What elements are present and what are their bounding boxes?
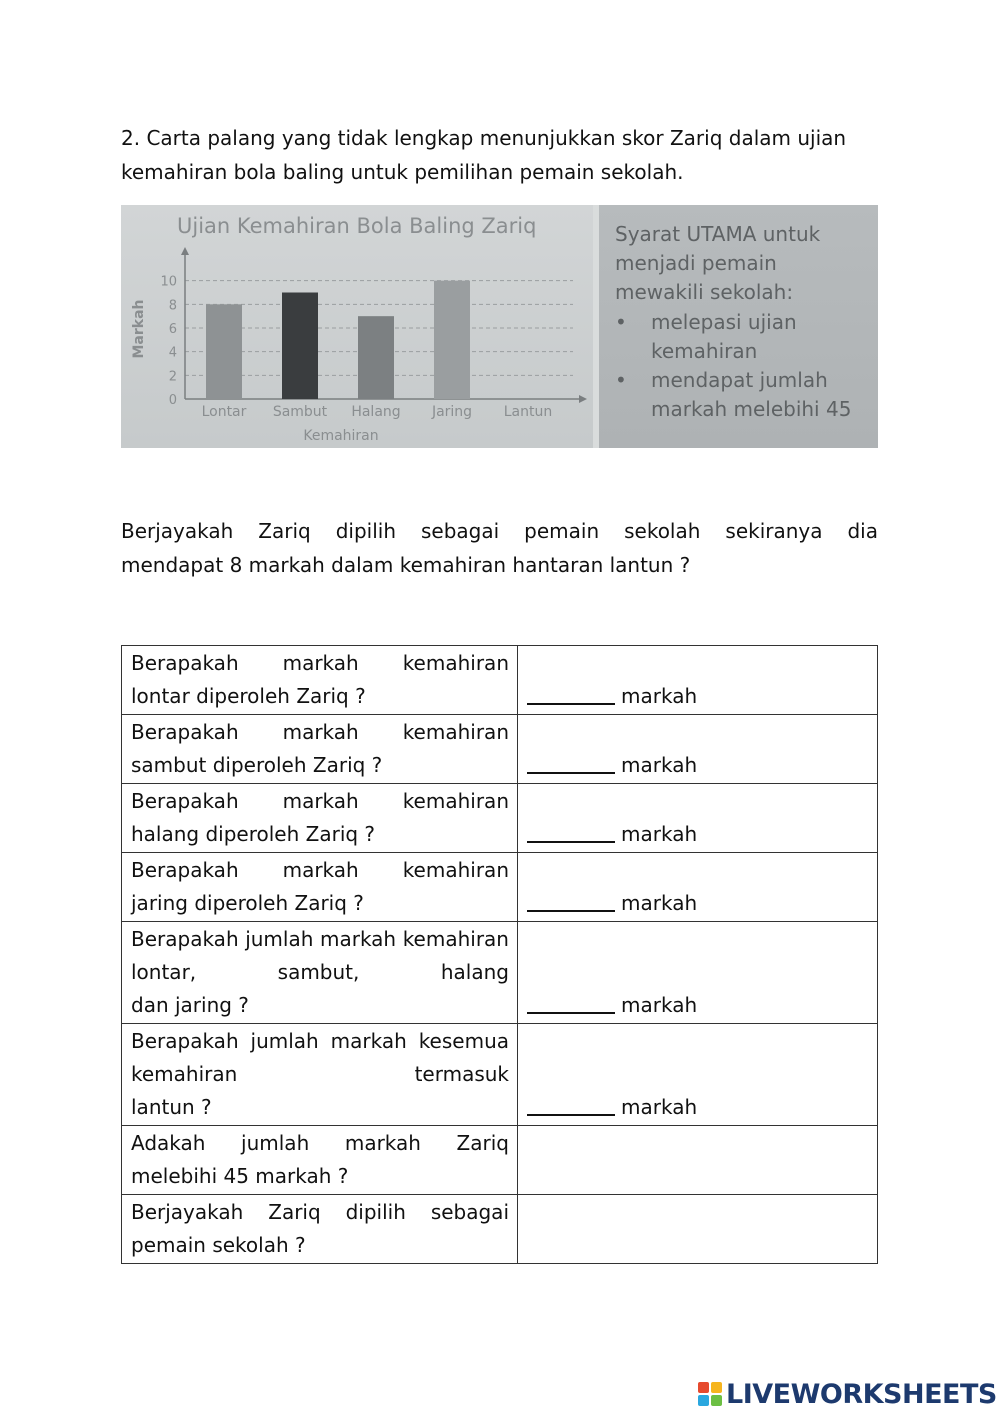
question-text: Berapakah markah kemahiran (131, 858, 509, 882)
x-axis-label: Kemahiran (303, 428, 379, 444)
table-row (122, 646, 878, 715)
y-tick-label: 8 (168, 298, 177, 314)
question-text-last-line: jaring diperoleh Zariq ? (131, 891, 364, 915)
bar-sambut (282, 293, 318, 400)
question-table (121, 645, 878, 1264)
question-cell (122, 715, 518, 784)
answer-cell[interactable] (518, 1024, 878, 1126)
answer-blank[interactable] (527, 819, 615, 843)
table-row (122, 715, 878, 784)
table-row (122, 1024, 878, 1126)
bar-chart (121, 205, 593, 448)
intro-paragraph (121, 121, 878, 189)
answer-cell[interactable] (518, 922, 878, 1024)
y-tick-label: 4 (168, 345, 177, 361)
question-cell (122, 853, 518, 922)
answer-unit: markah (621, 753, 698, 777)
question-cell (122, 922, 518, 1024)
question-text-last-line: sambut diperoleh Zariq ? (131, 753, 383, 777)
x-tick-label: Halang (351, 404, 401, 420)
answer-blank[interactable] (527, 888, 615, 912)
answer-unit: markah (621, 993, 698, 1017)
bar-halang (358, 316, 394, 399)
answer-unit: markah (621, 1095, 698, 1119)
answer-cell[interactable] (518, 784, 878, 853)
question-text-last-line: pemain sekolah ? (131, 1233, 306, 1257)
question-paragraph (121, 514, 878, 582)
chart-title: Ujian Kemahiran Bola Baling Zariq (177, 214, 537, 238)
question-text: Berapakah markah kemahiran (131, 720, 509, 744)
question-text-last-line: halang diperoleh Zariq ? (131, 822, 376, 846)
question-text-last-line: lontar diperoleh Zariq ? (131, 684, 366, 708)
answer-unit: markah (621, 684, 698, 708)
question-text-last-line: melebihi 45 markah ? (131, 1164, 349, 1188)
question-text: Berapakah jumlah markah kesemua kemahiran termasuk (131, 1029, 509, 1086)
answer-cell[interactable] (518, 1195, 878, 1264)
question-text: Berjayakah Zariq dipilih sebagai (131, 1200, 509, 1224)
x-tick-label: Lantun (503, 404, 553, 420)
bullet-icon: • (615, 368, 627, 392)
question-line-2: mendapat 8 markah dalam kemahiran hantaran lantun ? (121, 553, 691, 577)
question-text: Berapakah markah kemahiran (131, 651, 509, 675)
liveworksheets-logo (698, 1378, 997, 1410)
question-text-last-line: lantun ? (131, 1095, 212, 1119)
y-tick-label: 0 (168, 393, 177, 408)
chart-figure (121, 205, 878, 448)
question-cell (122, 1126, 518, 1195)
y-axis-arrow-icon (181, 247, 189, 255)
x-tick-label: Sambut (272, 404, 328, 420)
x-tick-label: Jaring (431, 404, 473, 420)
table-row (122, 784, 878, 853)
answer-blank[interactable] (527, 681, 615, 705)
question-text-last-line: dan jaring ? (131, 993, 249, 1017)
logo-text: LIVEWORKSHEETS (726, 1378, 997, 1410)
logo-mark-icon (698, 1382, 722, 1406)
question-text: Berapakah jumlah markah kemahiran lontar, sambut, halang (131, 927, 509, 984)
question-line-1: Berjayakah Zariq dipilih sebagai pemain sekolah sekiranya dia (121, 519, 878, 543)
table-row (122, 853, 878, 922)
answer-unit: markah (621, 822, 698, 846)
answer-blank[interactable] (527, 750, 615, 774)
table-row (122, 1126, 878, 1195)
answer-cell[interactable] (518, 646, 878, 715)
bullet-icon: • (615, 310, 627, 334)
requirement-text: mendapat jumlah markah melebihi 45 (651, 368, 852, 421)
requirements-title: Syarat UTAMA untuk menjadi pemain mewakili sekolah: (615, 222, 821, 304)
question-text: Berapakah markah kemahiran (131, 789, 509, 813)
y-axis-label: Markah (131, 299, 147, 359)
table-row (122, 922, 878, 1024)
answer-cell[interactable] (518, 1126, 878, 1195)
answer-blank[interactable] (527, 1092, 615, 1116)
question-cell (122, 1024, 518, 1126)
table-row (122, 1195, 878, 1264)
question-text: Adakah jumlah markah Zariq (131, 1131, 509, 1155)
intro-line-2: kemahiran bola baling untuk pemilihan pemain sekolah. (121, 160, 684, 184)
bar-jaring (434, 281, 470, 399)
y-tick-label: 10 (160, 274, 177, 290)
chart-panel (121, 205, 593, 448)
question-cell (122, 1195, 518, 1264)
x-axis-arrow-icon (579, 395, 587, 403)
answer-blank[interactable] (527, 990, 615, 1014)
requirement-text: melepasi ujian kemahiran (651, 310, 797, 363)
y-tick-label: 6 (168, 322, 177, 337)
requirements-panel (599, 205, 878, 448)
intro-line-1: 2. Carta palang yang tidak lengkap menunjukkan skor Zariq dalam ujian (121, 126, 847, 150)
answer-cell[interactable] (518, 715, 878, 784)
y-tick-label: 2 (168, 369, 177, 385)
bar-lontar (206, 304, 242, 399)
answer-cell[interactable] (518, 853, 878, 922)
x-tick-label: Lontar (201, 404, 247, 420)
question-cell (122, 784, 518, 853)
answer-unit: markah (621, 891, 698, 915)
question-cell (122, 646, 518, 715)
